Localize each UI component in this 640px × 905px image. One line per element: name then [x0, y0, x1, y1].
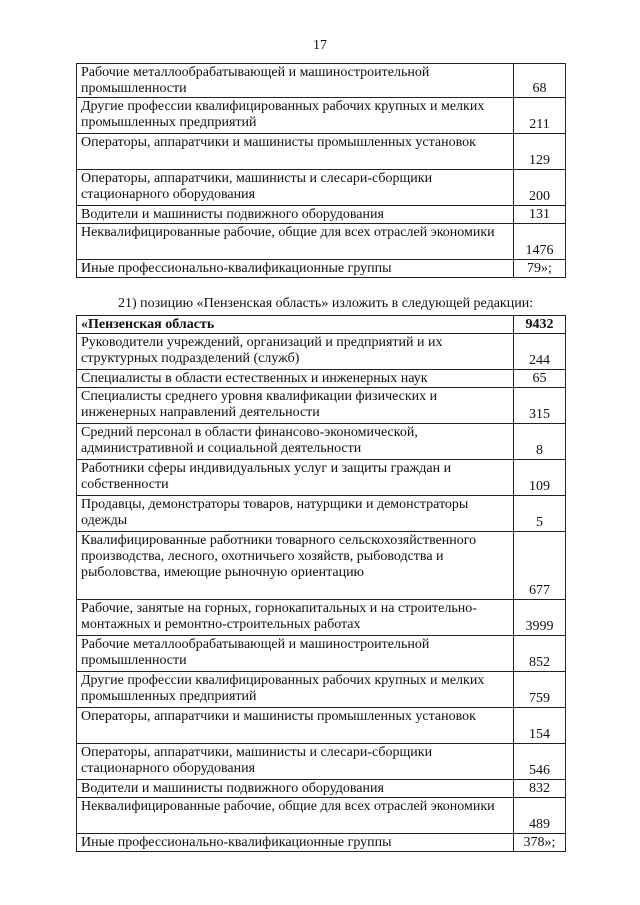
- table-row: [77, 460, 566, 496]
- row-value: 759: [514, 672, 566, 708]
- row-label: Продавцы, демонстраторы товаров, натурщики и демонстраторы одежды: [77, 496, 514, 532]
- amendment-instruction-text: 21) позицию «Пензенская область» изложить в следующей редакции:: [118, 296, 534, 311]
- row-label: Квалифицированные работники товарного сельскохозяйственного производства, лесного, охотничьего хозяйств, рыбоводства и рыболовства, имеющие рыночную ориентацию: [77, 532, 514, 600]
- table-row: [77, 64, 566, 98]
- row-label: Водители и машинисты подвижного оборудования: [77, 780, 514, 798]
- row-value: 244: [514, 334, 566, 370]
- row-label: Работники сферы индивидуальных услуг и защиты граждан и собственности: [77, 460, 514, 496]
- row-value: 200: [514, 170, 566, 206]
- row-label: Рабочие, занятые на горных, горнокапитальных и на строительно-монтажных и ремонтно-строительных работах: [77, 600, 514, 636]
- row-label: Неквалифицированные рабочие, общие для всех отраслей экономики: [77, 798, 514, 834]
- table-header-row: [77, 316, 566, 334]
- row-label: Специалисты в области естественных и инженерных наук: [77, 370, 514, 388]
- table-row: [77, 532, 566, 600]
- row-value: 79»;: [514, 260, 566, 278]
- page-number: 17: [313, 38, 327, 53]
- table-row: [77, 636, 566, 672]
- row-value: 131: [514, 206, 566, 224]
- table-row: [77, 424, 566, 460]
- row-label: Операторы, аппаратчики и машинисты промышленных установок: [77, 708, 514, 744]
- region-name: «Пензенская область: [77, 316, 514, 334]
- row-label: Другие профессии квалифицированных рабочих крупных и мелких промышленных предприятий: [77, 672, 514, 708]
- row-value: 315: [514, 388, 566, 424]
- row-value: 154: [514, 708, 566, 744]
- region-total: 9432: [514, 316, 566, 334]
- row-value: 68: [514, 64, 566, 98]
- table-row: [77, 170, 566, 206]
- row-value: 489: [514, 798, 566, 834]
- row-label: Рабочие металлообрабатывающей и машиностроительной промышленности: [77, 64, 514, 98]
- row-label: Руководители учреждений, организаций и предприятий и их структурных подразделений (служб): [77, 334, 514, 370]
- row-label: Иные профессионально-квалификационные группы: [77, 834, 514, 852]
- table-row: [77, 708, 566, 744]
- table-row: [77, 744, 566, 780]
- row-value: 546: [514, 744, 566, 780]
- table-row: [77, 334, 566, 370]
- row-value: 852: [514, 636, 566, 672]
- row-label: Операторы, аппаратчики и машинисты промышленных установок: [77, 134, 514, 170]
- row-label: Водители и машинисты подвижного оборудования: [77, 206, 514, 224]
- table-row: [77, 260, 566, 278]
- row-value: 1476: [514, 224, 566, 260]
- table-row: [77, 600, 566, 636]
- row-label: Рабочие металлообрабатывающей и машиностроительной промышленности: [77, 636, 514, 672]
- penza-region-table: [76, 315, 566, 852]
- table-row: [77, 388, 566, 424]
- table-row: [77, 798, 566, 834]
- table-row: [77, 496, 566, 532]
- table-row: [77, 206, 566, 224]
- table-row: [77, 672, 566, 708]
- row-value: 3999: [514, 600, 566, 636]
- row-value: 211: [514, 98, 566, 134]
- table-row: [77, 134, 566, 170]
- row-value: 378»;: [514, 834, 566, 852]
- table-row: [77, 834, 566, 852]
- row-value: 129: [514, 134, 566, 170]
- table-row: [77, 780, 566, 798]
- row-label: Другие профессии квалифицированных рабочих крупных и мелких промышленных предприятий: [77, 98, 514, 134]
- row-value: 677: [514, 532, 566, 600]
- continued-occupations-table: [76, 63, 566, 278]
- row-value: 832: [514, 780, 566, 798]
- table-row: [77, 370, 566, 388]
- table-row: [77, 224, 566, 260]
- row-value: 109: [514, 460, 566, 496]
- row-label: Операторы, аппаратчики, машинисты и слесари-сборщики стационарного оборудования: [77, 170, 514, 206]
- table-row: [77, 98, 566, 134]
- row-label: Средний персонал в области финансово-экономической, административной и социальной деятельности: [77, 424, 514, 460]
- row-label: Неквалифицированные рабочие, общие для всех отраслей экономики: [77, 224, 514, 260]
- row-label: Специалисты среднего уровня квалификации физических и инженерных направлений деятельности: [77, 388, 514, 424]
- row-value: 65: [514, 370, 566, 388]
- row-value: 8: [514, 424, 566, 460]
- row-label: Иные профессионально-квалификационные группы: [77, 260, 514, 278]
- row-value: 5: [514, 496, 566, 532]
- row-label: Операторы, аппаратчики, машинисты и слесари-сборщики стационарного оборудования: [77, 744, 514, 780]
